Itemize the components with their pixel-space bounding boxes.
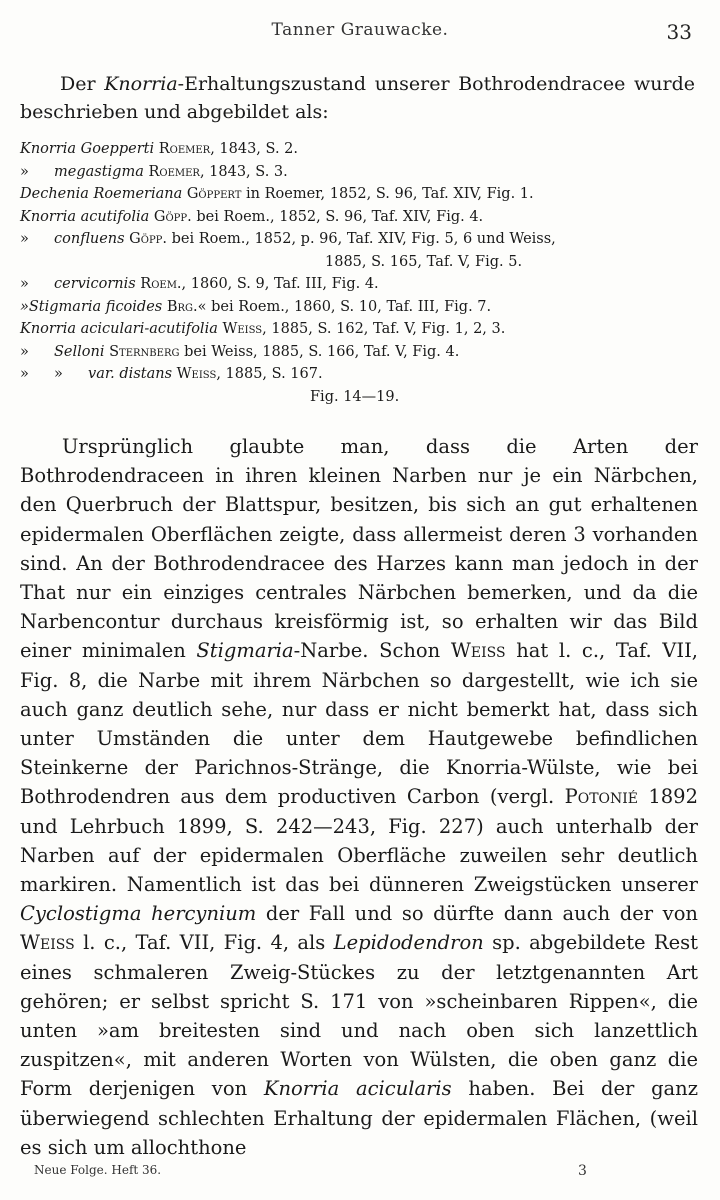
reference-author: Roem. (140, 276, 182, 292)
page-number: 33 (666, 20, 692, 44)
reference-author: Weiss (176, 366, 217, 382)
reference-detail: , 1843, S. 3. (199, 163, 288, 180)
reference-entry (20, 161, 700, 184)
reference-detail: , 1843, S. 2. (210, 141, 298, 157)
reference-author: Brg.« (166, 298, 207, 315)
intro-paragraph (20, 70, 695, 126)
reference-entry (20, 228, 700, 251)
figure-reference (20, 386, 700, 409)
reference-detail: bei Roem., 1852, S. 96, Taf. XIV, Fig. 4. (191, 208, 484, 225)
reference-list (20, 138, 700, 408)
reference-detail: , 1885, S. 167. (216, 366, 323, 382)
reference-name: var. distans (88, 366, 173, 382)
ditto-mark: » (20, 366, 29, 382)
reference-continuation (20, 251, 700, 274)
reference-name: Dechenia Roemeriana (20, 186, 183, 202)
reference-name: Selloni (54, 343, 105, 360)
body-text-segment: der Fall und so dürfte dann auch der von (256, 902, 698, 926)
reference-author: Göpp. (129, 231, 168, 247)
reference-detail: bei Roem., 1852, p. 96, Taf. XIV, Fig. 5, 6 und Weiss, (167, 231, 556, 247)
reference-detail: in Roemer, 1852, S. 96, Taf. XIV, Fig. 1. (241, 186, 534, 202)
body-text-segment: haben. Bei der ganz überwiegend schlechten Erhaltung der epidermalen Flächen, (weil es sich um allochthone (20, 1077, 699, 1159)
reference-author: Roemer (158, 141, 211, 157)
reference-entry (20, 183, 700, 206)
taxon-name: Lepidodendron (333, 931, 484, 955)
author-name: Potonié (564, 785, 639, 809)
ditto-mark: » (20, 231, 29, 247)
reference-detail: 1885, S. 165, Taf. V, Fig. 5. (325, 253, 523, 270)
running-head (0, 20, 720, 44)
reference-name: Knorria aciculari-acutifolia (20, 321, 218, 337)
reference-name: cervicornis (54, 276, 136, 292)
reference-entry (20, 206, 700, 229)
body-paragraph (20, 432, 698, 1162)
body-text-segment: hat l. c., Taf. VII, Fig. 8, die Narbe mit ihrem Närbchen so dargestellt, wie ich sie auch ganz deutlich sehe, nur dass er nicht bemerkt hat, dass sich unter Umständen die unter dem Hautgewebe befindlichen Steinkerne der Parichnos-Stränge, die Knorria-Wülste, wie bei Bothrodendren aus dem productiven Carbon (vergl. (20, 639, 698, 809)
author-name: Weiss (450, 639, 506, 663)
reference-name: Knorria acutifolia (20, 208, 150, 225)
figure-range: Fig. 14—19. (310, 388, 400, 405)
reference-entry (20, 138, 700, 161)
intro-genus: Knorria (104, 73, 178, 95)
body-text-segment: Ursprünglich glaubte man, dass die Arten der Bothrodendraceen in ihren kleinen Narben nur je ein Närbchen, den Querbruch der Blattspur, besitzen, bis sich an gut erhaltenen epidermalen Oberflächen zeigte, dass allermeist deren 3 vorhanden sind. An der Bothrodendracee des Harzes kann man jedoch in der That nur ein einziges centrales Närbchen bemerken, und da die Narbencontur durchaus kreisförmig ist, so erhalten wir das Bild einer minimalen (20, 435, 698, 663)
reference-detail: , 1860, S. 9, Taf. III, Fig. 4. (181, 276, 379, 292)
intro-post: -Erhaltungszustand unserer Bothrodendracee wurde beschrieben und abgebildet als: (20, 73, 695, 123)
reference-entry (20, 273, 700, 296)
reference-name: megastigma (54, 163, 144, 180)
reference-detail: bei Roem., 1860, S. 10, Taf. III, Fig. 7. (206, 298, 492, 315)
reference-author: Göpp. (153, 208, 192, 225)
signature-mark: 3 (578, 1163, 587, 1179)
running-title: Tanner Grauwacke. (271, 20, 449, 40)
reference-detail: , 1885, S. 162, Taf. V, Fig. 1, 2, 3. (262, 321, 506, 337)
ditto-mark: » (20, 276, 29, 292)
reference-name: Knorria Goepperti (20, 141, 155, 157)
body-text-segment: sp. abgebildete Rest eines schmaleren Zweig-Stückes zu der letztgenannten Art gehören; er selbst spricht S. 171 von »scheinbaren Rippen«, die unten »am breitesten sind und nach oben sich lanzettlich zuspitzen«, mit anderen Worten von Wülsten, die oben ganz die Form derjenigen von (20, 931, 698, 1101)
taxon-name: Stigmaria (196, 639, 294, 663)
page-footer (0, 1163, 720, 1183)
reference-detail: bei Weiss, 1885, S. 166, Taf. V, Fig. 4. (179, 343, 460, 360)
body-text-segment: l. c., Taf. VII, Fig. 4, als (74, 931, 334, 955)
ditto-mark: » (20, 163, 29, 180)
reference-name: confluens (54, 231, 125, 247)
reference-author: Roemer (148, 163, 200, 180)
taxon-name: Cyclostigma hercynium (20, 902, 257, 926)
reference-entry (20, 363, 700, 386)
author-name: Weiss (20, 931, 75, 955)
reference-author: Sternberg (109, 343, 180, 360)
reference-name: »Stigmaria ficoides (20, 298, 163, 315)
reference-entry (20, 296, 700, 319)
body-text-segment: 1892 und Lehrbuch 1899, S. 242—243, Fig. 227) auch unterhalb der Narben auf der epidermalen Oberfläche zuweilen sehr deutlich markiren. Namentlich ist das bei dünneren Zweigstücken unserer (20, 785, 698, 897)
ditto-mark: » (20, 343, 29, 360)
body-text-segment: -Narbe. Schon (293, 639, 451, 663)
reference-entry (20, 318, 700, 341)
ditto-mark: » (54, 366, 63, 382)
taxon-name: Knorria acicularis (263, 1077, 452, 1101)
reference-author: Weiss (222, 321, 263, 337)
reference-author: Göppert (186, 186, 242, 202)
intro-pre: Der (60, 73, 105, 95)
series-note: Neue Folge. Heft 36. (34, 1163, 162, 1177)
reference-entry (20, 341, 700, 364)
